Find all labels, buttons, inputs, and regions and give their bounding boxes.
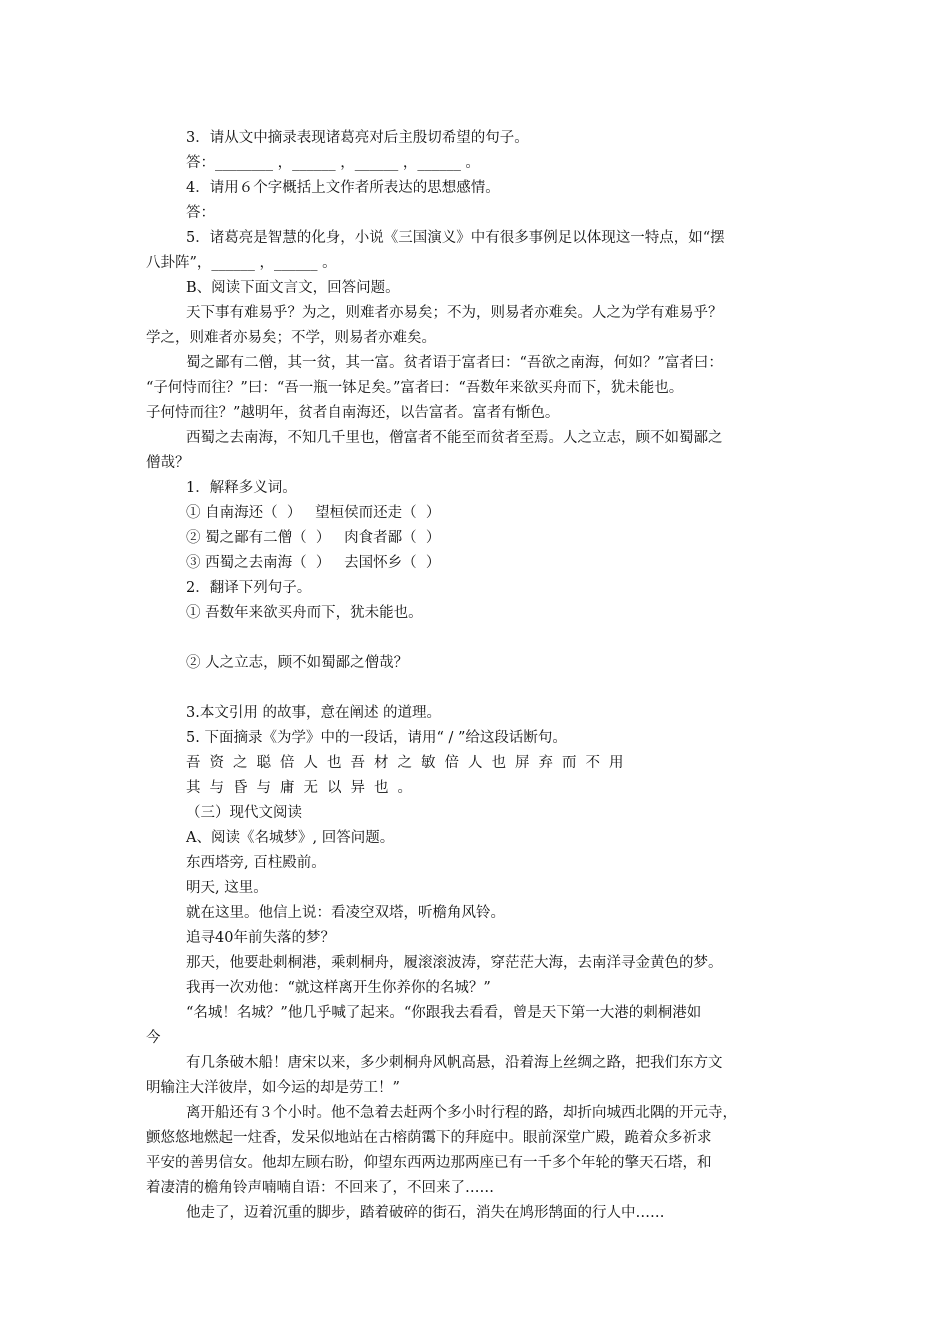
text-line: 他走了，迈着沉重的脚步，踏着破碎的街石，消失在鸠形鹄面的行人中…… [186,1205,665,1221]
text-line: 4．请用６个字概括上文作者所表达的思想感情。 [186,180,500,196]
text-line: 就在这里。他信上说：看凌空双塔，听檐角风铃。 [186,905,505,921]
text-line: （三）现代文阅读 [186,805,302,821]
text-line: 答： [186,205,215,221]
text-line: 明输注大洋彼岸，如今运的却是劳工！” [146,1080,400,1096]
text-line: 3．请从文中摘录表现诸葛亮对后主殷切希望的句子。 [186,130,529,146]
text-line: 八卦阵”，______ ，______ 。 [146,255,337,271]
text-line: 天下事有难易乎？为之，则难者亦易矣；不为，则易者亦难矣。人之为学有难易乎？ [186,305,723,321]
text-line: 平安的善男信女。他却左顾右盼，仰望东西两边那两座已有一千多个年轮的擎天石塔，和 [146,1155,712,1171]
text-line: “子何恃而往？”曰：“吾一瓶一钵足矣。”富者曰：“吾数年来欲买舟而下，犹未能也。 [146,380,684,396]
text-line: ② 蜀之鄙有二僧（ ） 肉食者鄙（ ） [186,530,441,546]
text-line: 西蜀之去南海，不知几千里也，僧富者不能至而贫者至焉。人之立志，顾不如蜀鄙之 [186,430,723,446]
text-line: 5. 下面摘录《为学》中的一段话，请用“ / ”给这段话断句。 [186,730,567,746]
text-line: 其与昏与庸无以异也。 [186,780,421,796]
text-line: 追寻40年前失落的梦？ [186,930,335,946]
text-line: 明天, 这里。 [186,880,268,896]
text-line: 1．解释多义词。 [186,480,297,496]
text-line: 颤悠悠地燃起一炷香，发呆似地站在古榕荫霭下的拜庭中。眼前深堂广殿，跪着众多祈求 [146,1130,712,1146]
text-line: 僧哉？ [146,455,190,471]
text-line: ① 吾数年来欲买舟而下，犹未能也。 [186,605,423,621]
text-line: 吾资之聪倍人也吾材之敏倍人也屏弃而不用 [186,755,633,771]
text-line: 3.本文引用 的故事，意在阐述 的道理。 [186,705,442,721]
text-line: 2．翻译下列句子。 [186,580,312,596]
text-line: 我再一次劝他：“就这样离开生你养你的名城？” [186,980,491,996]
text-line: A、阅读《名城梦》, 回答问题。 [186,830,395,846]
text-line: 那天，他要赴刺桐港，乘刺桐舟，履滚滚波涛，穿茫茫大海，去南洋寻金黄色的梦。 [186,955,723,971]
text-line: 今 [146,1030,161,1046]
text-line: ① 自南海还（ ） 望桓侯而还走（ ） [186,505,441,521]
text-line: “名城！名城？”他几乎喊了起来。“你跟我去看看，曾是天下第一大港的刺桐港如 [186,1005,702,1021]
text-line: 有几条破木船！唐宋以来，多少刺桐舟风帆高悬，沿着海上丝绸之路，把我们东方文 [186,1055,723,1071]
text-line: 学之，则难者亦易矣；不学，则易者亦难矣。 [146,330,436,346]
text-line: ② 人之立志，顾不如蜀鄙之僧哉？ [186,655,409,671]
text-line: 蜀之鄙有二僧，其一贫，其一富。贫者语于富者曰：“吾欲之南海，何如？”富者曰： [186,355,723,371]
text-line: 离开船还有３个小时。他不急着去赶两个多小时行程的路，却折向城西北隅的开元寺， [186,1105,737,1121]
text-line: ③ 西蜀之去南海（ ） 去国怀乡（ ） [186,555,441,571]
text-line: 东西塔旁, 百柱殿前。 [186,855,326,871]
text-line: 答：________ ，______ ，______ ，______ 。 [186,155,480,171]
text-line: 着凄清的檐角铃声喃喃自语：不回来了，不回来了…… [146,1180,494,1196]
text-line: 5．诸葛亮是智慧的化身，小说《三国演义》中有很多事例足以体现这一特点，如“摆 [186,230,725,246]
text-line: B、阅读下面文言文，回答问题。 [186,280,400,296]
text-line: 子何恃而往？”越明年，贫者自南海还，以告富者。富者有惭色。 [146,405,560,421]
